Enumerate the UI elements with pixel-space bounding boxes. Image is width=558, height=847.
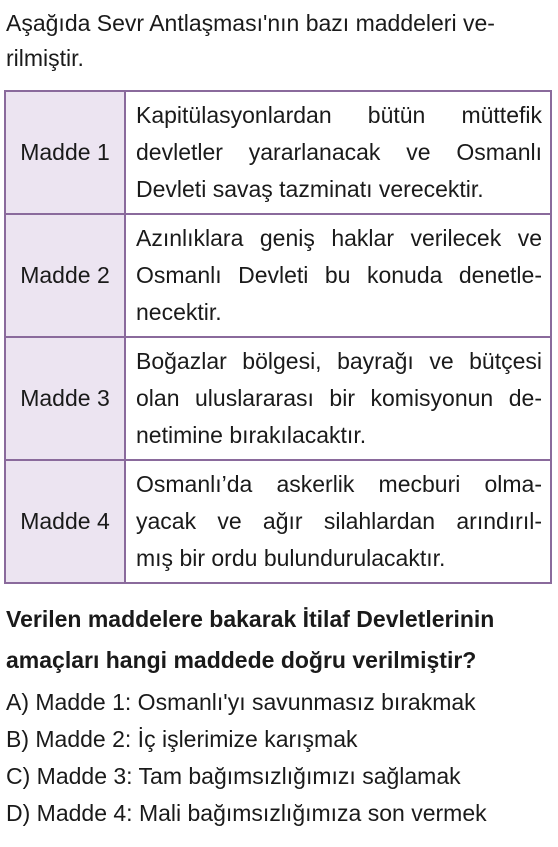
article-label: Madde 1	[5, 91, 125, 214]
option-d[interactable]: D) Madde 4: Mali bağımsızlığımıza son vermek	[6, 800, 487, 826]
article-text-line: netimine bırakılacaktır.	[136, 422, 367, 448]
article-row-4	[5, 460, 551, 583]
option-b[interactable]: B) Madde 2: İç işlerimize karışmak	[6, 726, 358, 752]
question-line: amaçları hangi maddede doğru verilmiştir?	[6, 647, 477, 673]
article-text-line: Azınlıklara geniş haklar verilecek ve	[136, 225, 542, 251]
article-text-line: Kapitülasyonlardan bütün müttefik	[136, 102, 542, 128]
article-label: Madde 2	[5, 214, 125, 337]
article-text-line: yacak ve ağır silahlardan arındırıl-	[136, 508, 542, 534]
article-text-line: mış bir ordu bulundurulacaktır.	[136, 545, 446, 571]
article-text-line: devletler yararlanacak ve Osmanlı	[136, 139, 542, 165]
article-text-line: Boğazlar bölgesi, bayrağı ve bütçesi	[136, 348, 542, 374]
article-label: Madde 3	[5, 337, 125, 460]
article-text	[125, 214, 551, 337]
article-row-3	[5, 337, 551, 460]
question-text	[6, 599, 552, 681]
intro-line: Aşağıda Sevr Antlaşması'nın bazı maddeleri ve-	[6, 10, 495, 36]
answer-options	[6, 684, 487, 832]
article-row-1	[5, 91, 551, 214]
article-row-2	[5, 214, 551, 337]
article-text	[125, 91, 551, 214]
article-text-line: Osmanlı Devleti bu konuda denetle-	[136, 262, 542, 288]
article-text-line: necektir.	[136, 299, 222, 325]
article-text-line: Osmanlı’da askerlik mecburi olma-	[136, 471, 542, 497]
article-label: Madde 4	[5, 460, 125, 583]
intro-line: rilmiştir.	[6, 45, 84, 71]
article-text	[125, 337, 551, 460]
option-c[interactable]: C) Madde 3: Tam bağımsızlığımızı sağlamak	[6, 763, 461, 789]
article-text-line: olan uluslararası bir komisyonun de-	[136, 385, 542, 411]
option-a[interactable]: A) Madde 1: Osmanlı'yı savunmasız bırakmak	[6, 689, 476, 715]
articles-table	[4, 90, 552, 584]
intro-text	[6, 6, 552, 76]
article-text	[125, 460, 551, 583]
question-line: Verilen maddelere bakarak İtilaf Devletlerinin	[6, 606, 495, 632]
article-text-line: Devleti savaş tazminatı verecektir.	[136, 176, 484, 202]
